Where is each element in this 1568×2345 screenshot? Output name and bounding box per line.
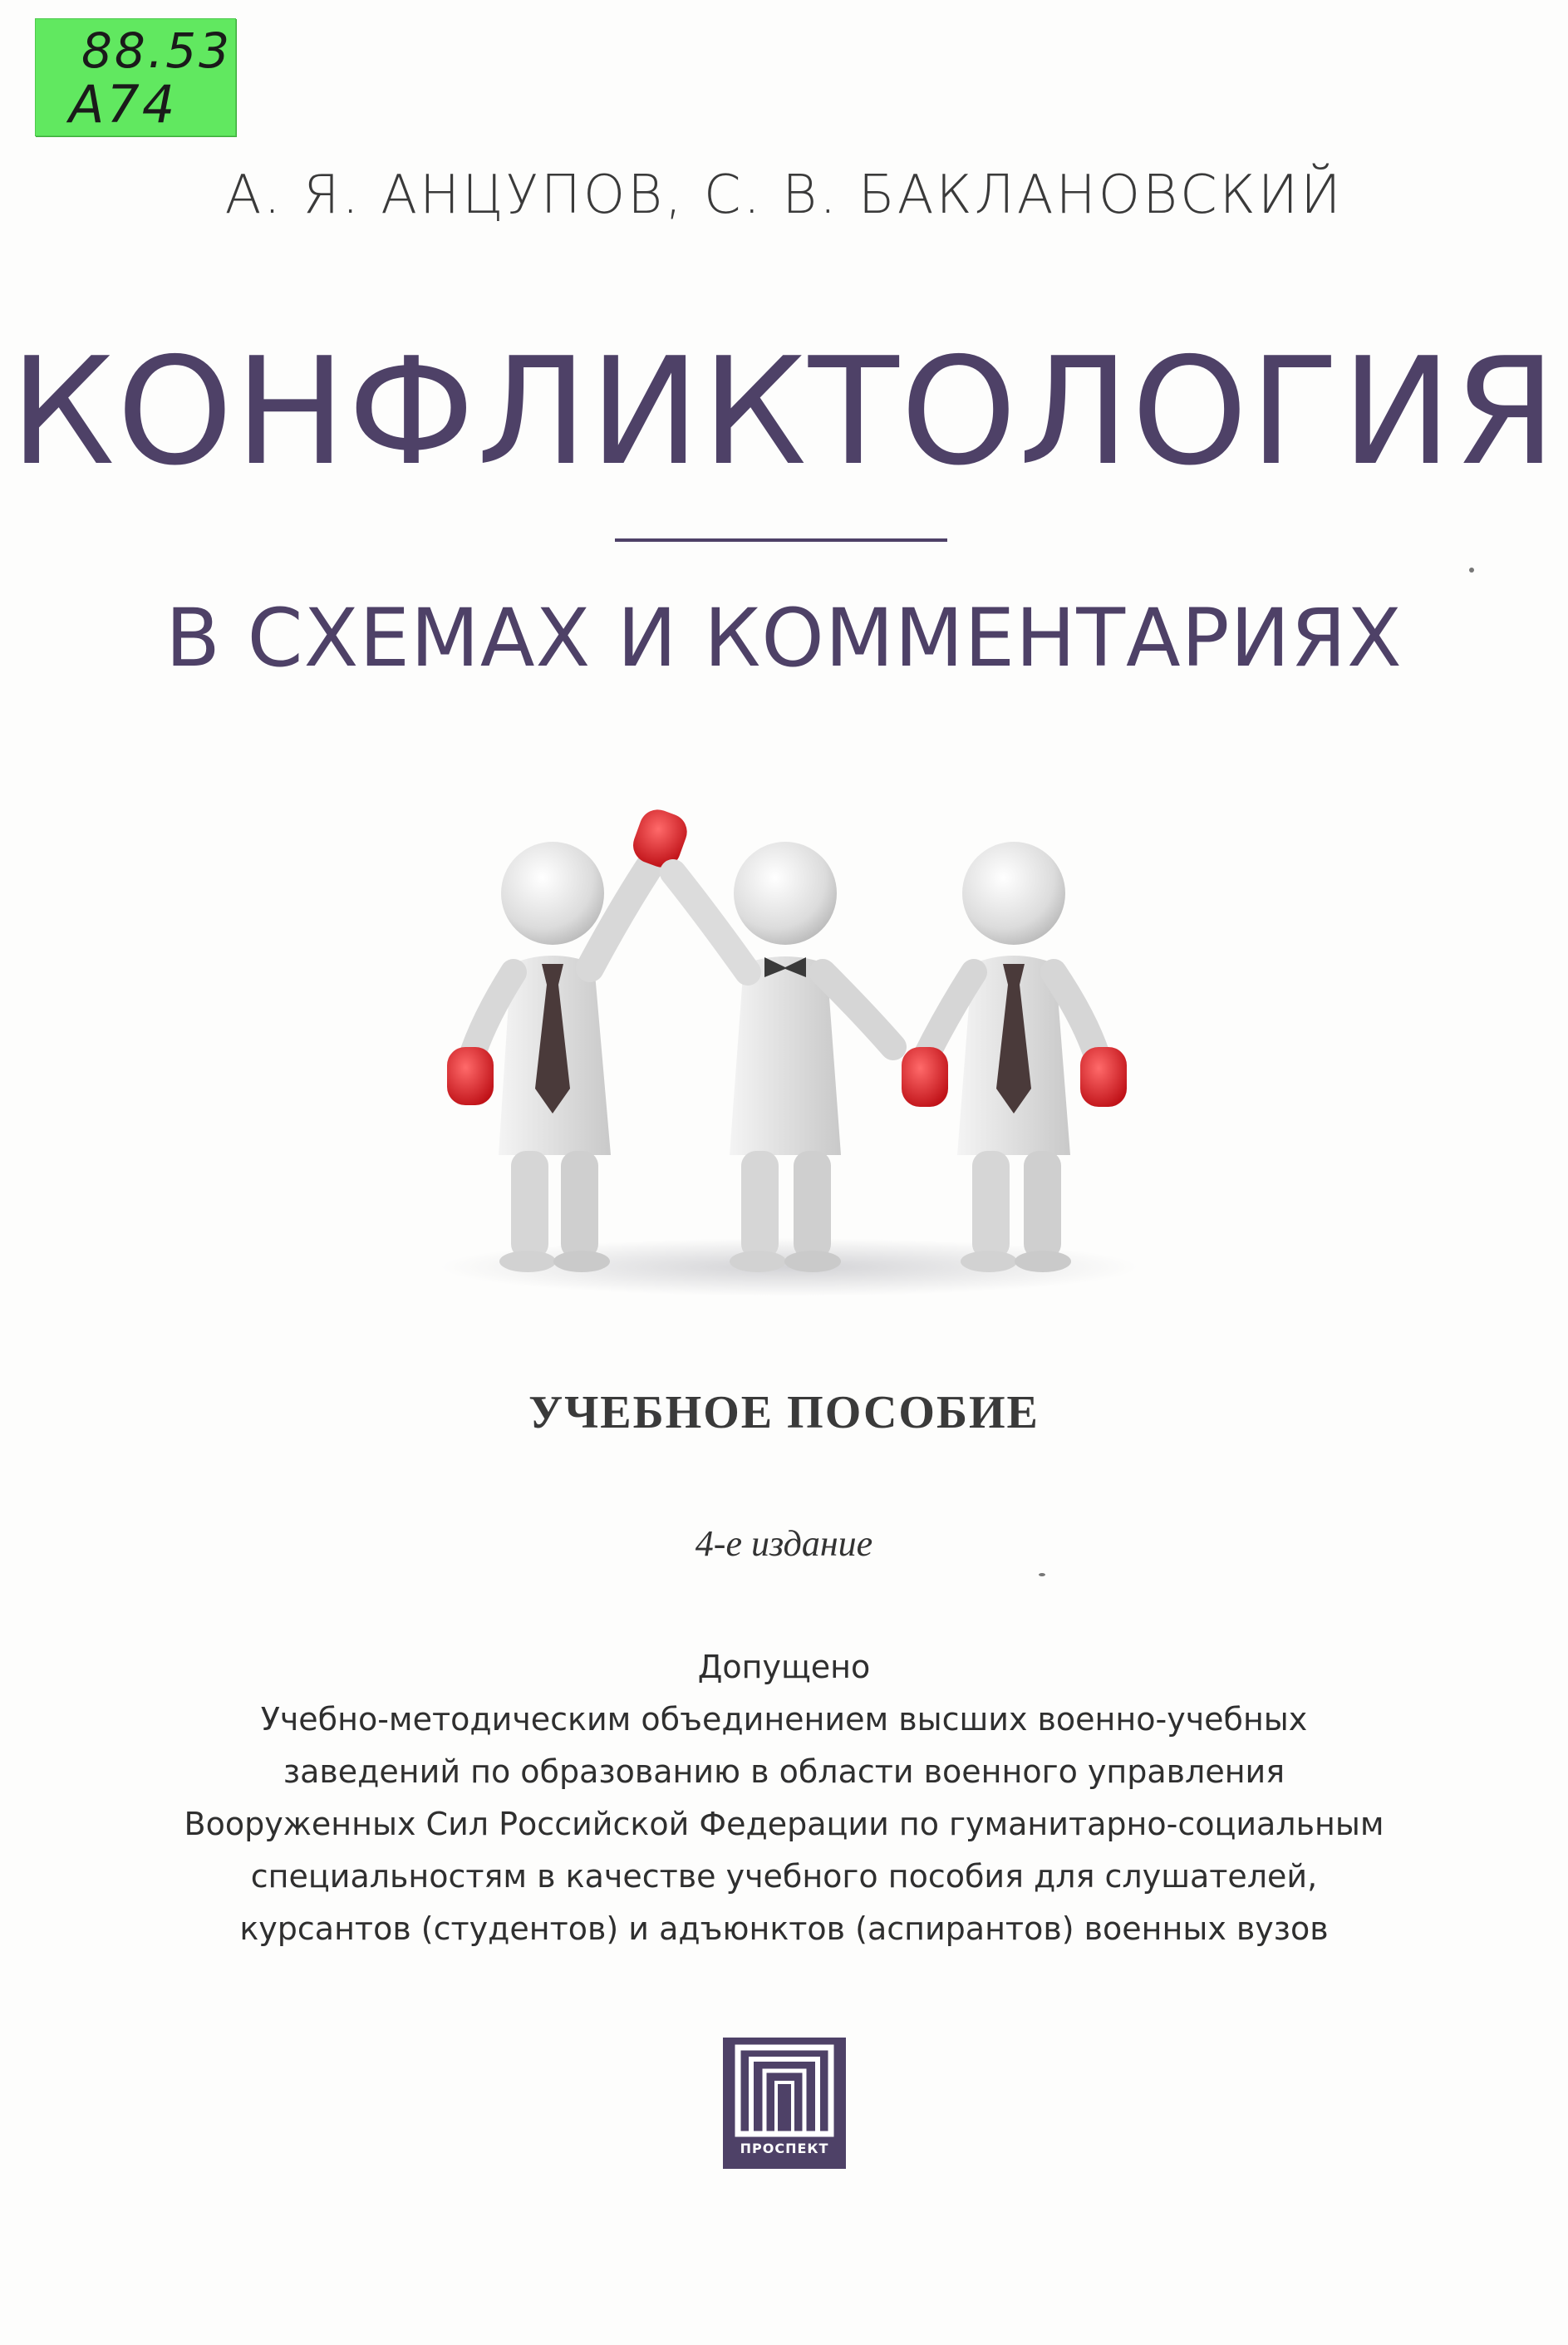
middle-figure (673, 842, 893, 1272)
scan-speck (1469, 568, 1474, 573)
approval-line: Допущено (697, 1649, 871, 1685)
approval-statement (0, 1641, 1568, 1955)
approval-line: специальностям в качестве учебного пособия для слушателей, (250, 1858, 1318, 1895)
library-sticker (35, 18, 236, 136)
book-edition: 4-е издание (695, 1523, 873, 1564)
scan-speck (1039, 1573, 1045, 1576)
approval-line: Учебно-методическим объединением высших военно-учебных (260, 1701, 1308, 1738)
book-subtitle: В СХЕМАХ И КОММЕНТАРИЯХ (165, 592, 1403, 685)
approval-line: заведений по образованию в области военного управления (283, 1753, 1285, 1790)
approval-line: Вооруженных Сил Российской Федерации по гуманитарно-социальным (184, 1806, 1384, 1842)
book-type: УЧЕБНОЕ ПОСОБИЕ (528, 1387, 1040, 1438)
right-figure (902, 842, 1127, 1272)
boxing-figures-illustration (415, 806, 1163, 1305)
sticker-code-line2: А74 (69, 74, 178, 135)
book-authors: А. Я. АНЦУПОВ, С. В. БАКЛАНОВСКИЙ (224, 165, 1344, 226)
publisher-name: ПРОСПЕКТ (740, 2141, 829, 2156)
sticker-code-line1: 88.53 (81, 22, 233, 79)
title-divider (615, 538, 947, 542)
approval-line: курсантов (студентов) и адъюнктов (аспирантов) военных вузов (239, 1910, 1329, 1947)
book-title: КОНФЛИКТОЛОГИЯ (9, 326, 1559, 498)
left-figure (447, 806, 692, 1272)
